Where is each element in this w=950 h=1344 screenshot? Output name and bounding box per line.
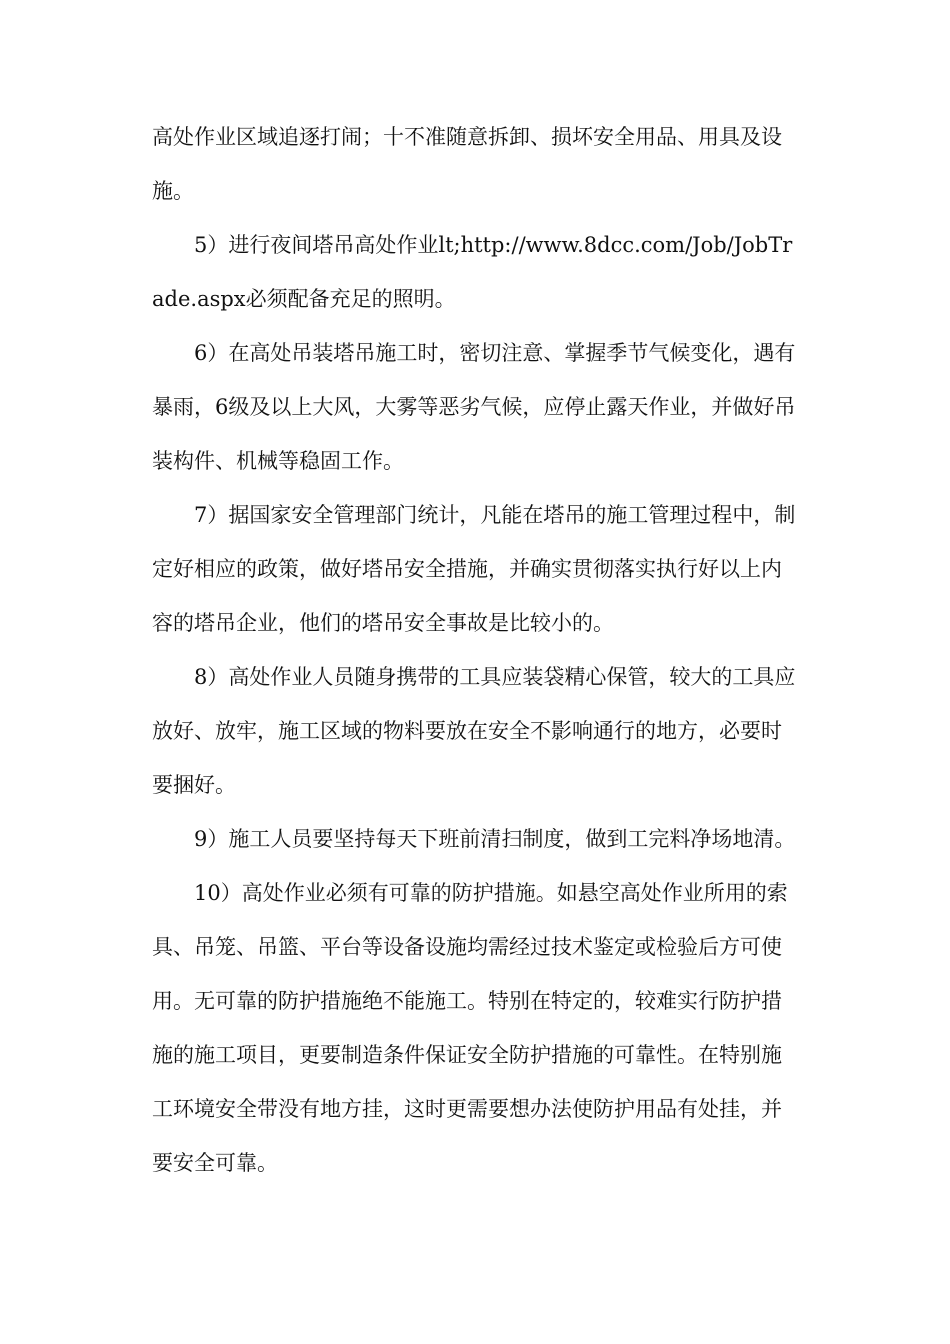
paragraph-item-6: 6）在高处吊装塔吊施工时，密切注意、掌握季节气候变化，遇有暴雨，6级及以上大风，大雾等恶劣气候，应停止露天作业，并做好吊装构件、机械等稳固工作。 (152, 341, 796, 473)
paragraph-continuation: 高处作业区域追逐打闹；十不准随意拆卸、损坏安全用品、用具及设施。 (152, 125, 782, 203)
paragraph-item-5: 5）进行夜间塔吊高处作业lt;http://www.8dcc.com/Job/JobTrade.aspx必须配备充足的照明。 (152, 233, 793, 311)
paragraph-item-8: 8）高处作业人员随身携带的工具应装袋精心保管，较大的工具应放好、放牢，施工区域的物料要放在安全不影响通行的地方，必要时要捆好。 (152, 665, 796, 797)
paragraph-item-9: 9）施工人员要坚持每天下班前清扫制度，做到工完料净场地清。 (194, 827, 796, 851)
document-body (152, 110, 802, 1190)
paragraph-item-7: 7）据国家安全管理部门统计，凡能在塔吊的施工管理过程中，制定好相应的政策，做好塔吊安全措施，并确实贯彻落实执行好以上内容的塔吊企业，他们的塔吊安全事故是比较小的。 (152, 503, 796, 635)
paragraph-item-10: 10）高处作业必须有可靠的防护措施。如悬空高处作业所用的索具、吊笼、吊篮、平台等设备设施均需经过技术鉴定或检验后方可使用。无可靠的防护措施绝不能施工。特别在特定的，较难实行防护措施的施工项目，更要制造条件保证安全防护措施的可靠性。在特别施工环境安全带没有地方挂，这时更需要想办法使防护用品有处挂，并要安全可靠。 (152, 881, 788, 1175)
